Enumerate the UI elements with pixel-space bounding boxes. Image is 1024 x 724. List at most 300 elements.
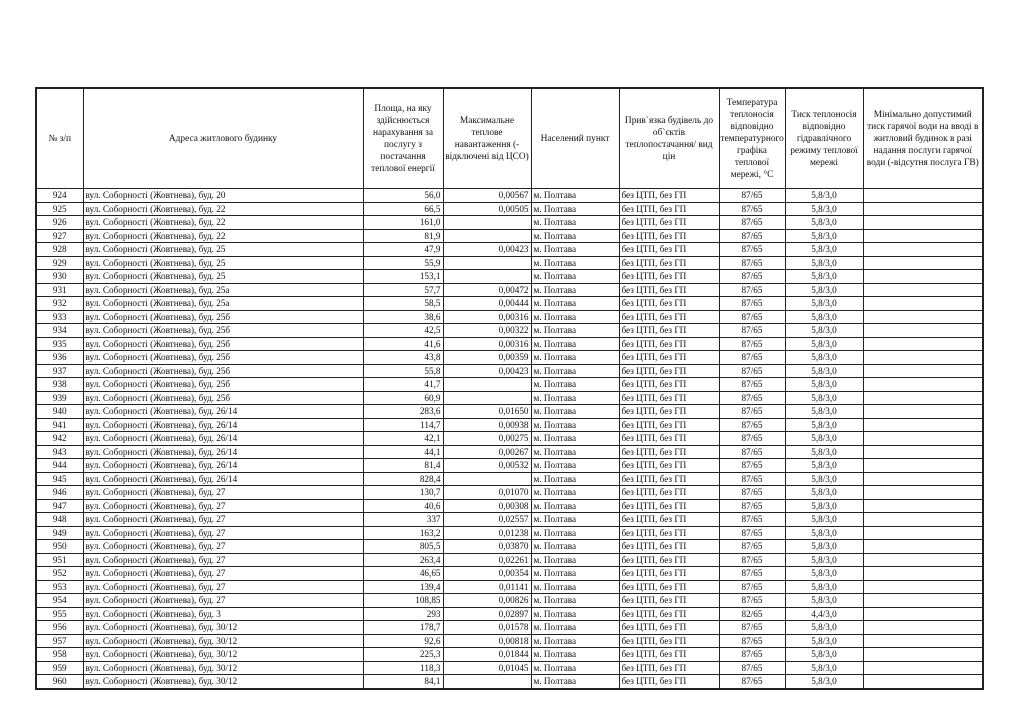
row-supply-link: без ЦТП, без ГП: [619, 540, 719, 554]
row-area: 42,5: [363, 324, 443, 338]
row-heat-load: [443, 675, 531, 689]
row-address: вул. Соборності (Жовтнева), буд. 27: [83, 540, 363, 554]
table-row: [36, 270, 983, 284]
row-area: 163,2: [363, 526, 443, 540]
row-min-pressure: [863, 297, 983, 311]
row-area: 139,4: [363, 580, 443, 594]
row-pressure: 5,8/3,0: [785, 648, 863, 662]
row-city: м. Полтава: [531, 567, 619, 581]
row-number: 935: [36, 337, 83, 351]
row-supply-link: без ЦТП, без ГП: [619, 513, 719, 527]
row-min-pressure: [863, 567, 983, 581]
row-supply-link: без ЦТП, без ГП: [619, 445, 719, 459]
table-row: [36, 661, 983, 675]
row-pressure: 5,8/3,0: [785, 405, 863, 419]
row-min-pressure: [863, 364, 983, 378]
row-city: м. Полтава: [531, 378, 619, 392]
row-number: 944: [36, 459, 83, 473]
row-number: 959: [36, 661, 83, 675]
row-temperature: 87/65: [719, 526, 785, 540]
row-pressure: 5,8/3,0: [785, 189, 863, 203]
row-pressure: 5,8/3,0: [785, 486, 863, 500]
row-supply-link: без ЦТП, без ГП: [619, 499, 719, 513]
row-city: м. Полтава: [531, 405, 619, 419]
row-temperature: 87/65: [719, 405, 785, 419]
table-row: [36, 459, 983, 473]
row-city: м. Полтава: [531, 526, 619, 540]
row-heat-load: 0,01045: [443, 661, 531, 675]
row-heat-load: [443, 472, 531, 486]
row-pressure: 5,8/3,0: [785, 351, 863, 365]
row-heat-load: 0,01844: [443, 648, 531, 662]
row-supply-link: без ЦТП, без ГП: [619, 526, 719, 540]
row-area: 40,6: [363, 499, 443, 513]
table-row: [36, 256, 983, 270]
row-min-pressure: [863, 553, 983, 567]
row-heat-load: 0,02897: [443, 607, 531, 621]
row-min-pressure: [863, 189, 983, 203]
row-pressure: 5,8/3,0: [785, 621, 863, 635]
row-pressure: 5,8/3,0: [785, 580, 863, 594]
row-pressure: 5,8/3,0: [785, 567, 863, 581]
row-heat-load: 0,01141: [443, 580, 531, 594]
row-heat-load: 0,00316: [443, 310, 531, 324]
row-temperature: 87/65: [719, 351, 785, 365]
table-row: [36, 445, 983, 459]
row-pressure: 5,8/3,0: [785, 229, 863, 243]
row-supply-link: без ЦТП, без ГП: [619, 472, 719, 486]
table-body: [36, 189, 983, 689]
row-heat-load: 0,00308: [443, 499, 531, 513]
row-min-pressure: [863, 405, 983, 419]
row-min-pressure: [863, 324, 983, 338]
table-row: [36, 472, 983, 486]
row-area: 81,9: [363, 229, 443, 243]
row-pressure: 5,8/3,0: [785, 553, 863, 567]
row-supply-link: без ЦТП, без ГП: [619, 486, 719, 500]
row-city: м. Полтава: [531, 445, 619, 459]
row-number: 924: [36, 189, 83, 203]
row-address: вул. Соборності (Жовтнева), буд. 26/14: [83, 432, 363, 446]
row-area: 57,7: [363, 283, 443, 297]
table-row: [36, 297, 983, 311]
row-city: м. Полтава: [531, 418, 619, 432]
row-supply-link: без ЦТП, без ГП: [619, 256, 719, 270]
row-pressure: 5,8/3,0: [785, 378, 863, 392]
table-row: [36, 526, 983, 540]
row-temperature: 87/65: [719, 634, 785, 648]
row-supply-link: без ЦТП, без ГП: [619, 324, 719, 338]
row-pressure: 5,8/3,0: [785, 337, 863, 351]
row-temperature: 87/65: [719, 364, 785, 378]
row-heat-load: [443, 216, 531, 230]
table-row: [36, 364, 983, 378]
row-min-pressure: [863, 229, 983, 243]
row-area: 44,1: [363, 445, 443, 459]
row-number: 930: [36, 270, 83, 284]
row-area: 81,4: [363, 459, 443, 473]
row-number: 925: [36, 202, 83, 216]
row-heat-load: 0,00567: [443, 189, 531, 203]
row-pressure: 5,8/3,0: [785, 270, 863, 284]
row-city: м. Полтава: [531, 283, 619, 297]
row-temperature: 87/65: [719, 472, 785, 486]
row-number: 941: [36, 418, 83, 432]
table-header: [36, 88, 983, 189]
row-number: 958: [36, 648, 83, 662]
row-pressure: 5,8/3,0: [785, 283, 863, 297]
row-area: 55,8: [363, 364, 443, 378]
row-number: 956: [36, 621, 83, 635]
row-temperature: 87/65: [719, 310, 785, 324]
table-row: [36, 432, 983, 446]
row-address: вул. Соборності (Жовтнева), буд. 25: [83, 270, 363, 284]
row-supply-link: без ЦТП, без ГП: [619, 675, 719, 689]
table-row: [36, 391, 983, 405]
row-address: вул. Соборності (Жовтнева), буд. 26/14: [83, 472, 363, 486]
table-row: [36, 378, 983, 392]
row-pressure: 5,8/3,0: [785, 310, 863, 324]
row-area: 92,6: [363, 634, 443, 648]
row-temperature: 87/65: [719, 256, 785, 270]
header-min-pressure: Мінімально допустимий тиск гарячої води на вводі в житловий будинок в разі надання послуги гарячої води (-відсутня послуга ГВ): [863, 88, 983, 189]
row-city: м. Полтава: [531, 310, 619, 324]
row-address: вул. Соборності (Жовтнева), буд. 22: [83, 202, 363, 216]
row-heat-load: 0,00423: [443, 364, 531, 378]
row-address: вул. Соборності (Жовтнева), буд. 27: [83, 594, 363, 608]
row-min-pressure: [863, 675, 983, 689]
row-area: 114,7: [363, 418, 443, 432]
row-heat-load: 0,00267: [443, 445, 531, 459]
table-row: [36, 243, 983, 257]
row-area: 805,5: [363, 540, 443, 554]
row-supply-link: без ЦТП, без ГП: [619, 351, 719, 365]
row-supply-link: без ЦТП, без ГП: [619, 378, 719, 392]
row-pressure: 5,8/3,0: [785, 661, 863, 675]
row-city: м. Полтава: [531, 675, 619, 689]
row-number: 933: [36, 310, 83, 324]
row-supply-link: без ЦТП, без ГП: [619, 621, 719, 635]
row-temperature: 87/65: [719, 378, 785, 392]
row-supply-link: без ЦТП, без ГП: [619, 297, 719, 311]
row-area: 161,0: [363, 216, 443, 230]
row-city: м. Полтава: [531, 391, 619, 405]
row-city: м. Полтава: [531, 607, 619, 621]
row-number: 955: [36, 607, 83, 621]
row-heat-load: [443, 229, 531, 243]
row-address: вул. Соборності (Жовтнева), буд. 22: [83, 216, 363, 230]
header-area: Площа, на яку здійснюється нарахування за послугу з постачання теплової енергії: [363, 88, 443, 189]
row-city: м. Полтава: [531, 337, 619, 351]
row-area: 225,3: [363, 648, 443, 662]
row-temperature: 87/65: [719, 432, 785, 446]
row-pressure: 5,8/3,0: [785, 418, 863, 432]
row-supply-link: без ЦТП, без ГП: [619, 459, 719, 473]
row-min-pressure: [863, 418, 983, 432]
row-pressure: 5,8/3,0: [785, 364, 863, 378]
header-num: № з/п: [36, 88, 83, 189]
row-supply-link: без ЦТП, без ГП: [619, 432, 719, 446]
row-pressure: 5,8/3,0: [785, 634, 863, 648]
row-heat-load: 0,00322: [443, 324, 531, 338]
row-heat-load: 0,01238: [443, 526, 531, 540]
table-row: [36, 324, 983, 338]
table-row: [36, 283, 983, 297]
row-address: вул. Соборності (Жовтнева), буд. 27: [83, 580, 363, 594]
row-area: 84,1: [363, 675, 443, 689]
row-area: 153,1: [363, 270, 443, 284]
row-city: м. Полтава: [531, 634, 619, 648]
row-address: вул. Соборності (Жовтнева), буд. 25б: [83, 324, 363, 338]
row-number: 928: [36, 243, 83, 257]
header-city: Населений пункт: [531, 88, 619, 189]
row-heat-load: 0,02261: [443, 553, 531, 567]
row-number: 940: [36, 405, 83, 419]
row-min-pressure: [863, 216, 983, 230]
row-area: 43,8: [363, 351, 443, 365]
row-pressure: 5,8/3,0: [785, 256, 863, 270]
row-min-pressure: [863, 499, 983, 513]
row-area: 293: [363, 607, 443, 621]
row-number: 947: [36, 499, 83, 513]
row-min-pressure: [863, 526, 983, 540]
row-number: 942: [36, 432, 83, 446]
row-supply-link: без ЦТП, без ГП: [619, 229, 719, 243]
row-address: вул. Соборності (Жовтнева), буд. 25б: [83, 364, 363, 378]
row-number: 953: [36, 580, 83, 594]
row-city: м. Полтава: [531, 270, 619, 284]
row-address: вул. Соборності (Жовтнева), буд. 30/12: [83, 634, 363, 648]
row-min-pressure: [863, 634, 983, 648]
row-supply-link: без ЦТП, без ГП: [619, 580, 719, 594]
row-area: 337: [363, 513, 443, 527]
row-number: 952: [36, 567, 83, 581]
row-address: вул. Соборності (Жовтнева), буд. 30/12: [83, 648, 363, 662]
row-number: 960: [36, 675, 83, 689]
row-address: вул. Соборності (Жовтнева), буд. 25б: [83, 378, 363, 392]
row-min-pressure: [863, 607, 983, 621]
row-city: м. Полтава: [531, 594, 619, 608]
row-heat-load: 0,00826: [443, 594, 531, 608]
row-area: 55,9: [363, 256, 443, 270]
table-row: [36, 216, 983, 230]
row-temperature: 87/65: [719, 337, 785, 351]
row-min-pressure: [863, 661, 983, 675]
row-city: м. Полтава: [531, 432, 619, 446]
row-pressure: 4,4/3,0: [785, 607, 863, 621]
table-row: [36, 607, 983, 621]
row-city: м. Полтава: [531, 324, 619, 338]
row-min-pressure: [863, 621, 983, 635]
row-city: м. Полтава: [531, 189, 619, 203]
row-pressure: 5,8/3,0: [785, 202, 863, 216]
row-number: 943: [36, 445, 83, 459]
row-temperature: 87/65: [719, 189, 785, 203]
row-temperature: 87/65: [719, 553, 785, 567]
row-number: 934: [36, 324, 83, 338]
row-address: вул. Соборності (Жовтнева), буд. 25а: [83, 283, 363, 297]
row-city: м. Полтава: [531, 621, 619, 635]
row-heat-load: 0,00818: [443, 634, 531, 648]
row-address: вул. Соборності (Жовтнева), буд. 30/12: [83, 621, 363, 635]
row-supply-link: без ЦТП, без ГП: [619, 648, 719, 662]
row-temperature: 87/65: [719, 621, 785, 635]
row-heat-load: 0,00472: [443, 283, 531, 297]
row-min-pressure: [863, 486, 983, 500]
row-heat-load: 0,01650: [443, 405, 531, 419]
row-address: вул. Соборності (Жовтнева), буд. 25б: [83, 310, 363, 324]
row-number: 929: [36, 256, 83, 270]
row-address: вул. Соборності (Жовтнева), буд. 25б: [83, 391, 363, 405]
row-area: 47,9: [363, 243, 443, 257]
row-supply-link: без ЦТП, без ГП: [619, 607, 719, 621]
row-heat-load: 0,00938: [443, 418, 531, 432]
row-address: вул. Соборності (Жовтнева), буд. 26/14: [83, 445, 363, 459]
row-area: 38,6: [363, 310, 443, 324]
row-address: вул. Соборності (Жовтнева), буд. 27: [83, 499, 363, 513]
row-heat-load: 0,00359: [443, 351, 531, 365]
table-row: [36, 486, 983, 500]
row-number: 954: [36, 594, 83, 608]
row-temperature: 87/65: [719, 270, 785, 284]
row-number: 946: [36, 486, 83, 500]
row-address: вул. Соборності (Жовтнева), буд. 25б: [83, 337, 363, 351]
row-pressure: 5,8/3,0: [785, 526, 863, 540]
row-city: м. Полтава: [531, 364, 619, 378]
row-min-pressure: [863, 648, 983, 662]
row-temperature: 87/65: [719, 661, 785, 675]
row-min-pressure: [863, 391, 983, 405]
table-row: [36, 594, 983, 608]
table-row: [36, 513, 983, 527]
heating-data-table: [35, 87, 984, 690]
row-area: 828,4: [363, 472, 443, 486]
table-row: [36, 405, 983, 419]
row-address: вул. Соборності (Жовтнева), буд. 27: [83, 526, 363, 540]
row-pressure: 5,8/3,0: [785, 594, 863, 608]
row-area: 130,7: [363, 486, 443, 500]
row-temperature: 82/65: [719, 607, 785, 621]
row-temperature: 87/65: [719, 567, 785, 581]
row-temperature: 87/65: [719, 513, 785, 527]
row-area: 60,9: [363, 391, 443, 405]
row-temperature: 87/65: [719, 594, 785, 608]
row-pressure: 5,8/3,0: [785, 472, 863, 486]
row-number: 937: [36, 364, 83, 378]
row-address: вул. Соборності (Жовтнева), буд. 27: [83, 553, 363, 567]
row-temperature: 87/65: [719, 418, 785, 432]
row-heat-load: 0,00505: [443, 202, 531, 216]
row-area: 41,6: [363, 337, 443, 351]
row-city: м. Полтава: [531, 486, 619, 500]
row-address: вул. Соборності (Жовтнева), буд. 30/12: [83, 661, 363, 675]
table-row: [36, 202, 983, 216]
table-row: [36, 621, 983, 635]
row-min-pressure: [863, 459, 983, 473]
row-area: 42,1: [363, 432, 443, 446]
row-pressure: 5,8/3,0: [785, 432, 863, 446]
row-supply-link: без ЦТП, без ГП: [619, 594, 719, 608]
row-number: 926: [36, 216, 83, 230]
row-supply-link: без ЦТП, без ГП: [619, 553, 719, 567]
row-temperature: 87/65: [719, 243, 785, 257]
row-supply-link: без ЦТП, без ГП: [619, 310, 719, 324]
row-address: вул. Соборності (Жовтнева), буд. 26/14: [83, 405, 363, 419]
row-city: м. Полтава: [531, 540, 619, 554]
row-number: 945: [36, 472, 83, 486]
row-pressure: 5,8/3,0: [785, 513, 863, 527]
row-supply-link: без ЦТП, без ГП: [619, 391, 719, 405]
row-temperature: 87/65: [719, 675, 785, 689]
row-heat-load: 0,00354: [443, 567, 531, 581]
row-min-pressure: [863, 594, 983, 608]
row-area: 66,5: [363, 202, 443, 216]
row-city: м. Полтава: [531, 256, 619, 270]
row-area: 46,65: [363, 567, 443, 581]
row-supply-link: без ЦТП, без ГП: [619, 364, 719, 378]
row-area: 41,7: [363, 378, 443, 392]
row-area: 58,5: [363, 297, 443, 311]
table-row: [36, 418, 983, 432]
row-heat-load: 0,00316: [443, 337, 531, 351]
row-number: 936: [36, 351, 83, 365]
row-pressure: 5,8/3,0: [785, 243, 863, 257]
row-temperature: 87/65: [719, 580, 785, 594]
row-address: вул. Соборності (Жовтнева), буд. 25: [83, 243, 363, 257]
row-pressure: 5,8/3,0: [785, 499, 863, 513]
row-supply-link: без ЦТП, без ГП: [619, 243, 719, 257]
row-min-pressure: [863, 351, 983, 365]
row-supply-link: без ЦТП, без ГП: [619, 337, 719, 351]
row-supply-link: без ЦТП, без ГП: [619, 270, 719, 284]
row-heat-load: 0,02557: [443, 513, 531, 527]
row-area: 263,4: [363, 553, 443, 567]
row-city: м. Полтава: [531, 472, 619, 486]
row-heat-load: 0,00275: [443, 432, 531, 446]
row-address: вул. Соборності (Жовтнева), буд. 27: [83, 486, 363, 500]
table-row: [36, 229, 983, 243]
row-address: вул. Соборності (Жовтнева), буд. 26/14: [83, 418, 363, 432]
row-number: 949: [36, 526, 83, 540]
table-row: [36, 310, 983, 324]
row-min-pressure: [863, 580, 983, 594]
row-pressure: 5,8/3,0: [785, 391, 863, 405]
row-number: 951: [36, 553, 83, 567]
row-pressure: 5,8/3,0: [785, 459, 863, 473]
row-city: м. Полтава: [531, 216, 619, 230]
table-row: [36, 553, 983, 567]
row-min-pressure: [863, 202, 983, 216]
row-pressure: 5,8/3,0: [785, 445, 863, 459]
row-area: 108,85: [363, 594, 443, 608]
row-address: вул. Соборності (Жовтнева), буд. 22: [83, 229, 363, 243]
header-pressure: Тиск теплоносія відповідно гідравлічного режиму теплової мережі: [785, 88, 863, 189]
row-supply-link: без ЦТП, без ГП: [619, 418, 719, 432]
row-number: 938: [36, 378, 83, 392]
row-address: вул. Соборності (Жовтнева), буд. 20: [83, 189, 363, 203]
row-city: м. Полтава: [531, 351, 619, 365]
row-address: вул. Соборності (Жовтнева), буд. 26/14: [83, 459, 363, 473]
row-pressure: 5,8/3,0: [785, 324, 863, 338]
table-row: [36, 499, 983, 513]
header-temp: Температура теплоносія відповідно температурного графіка теплової мережі, °С: [719, 88, 785, 189]
row-city: м. Полтава: [531, 297, 619, 311]
row-city: м. Полтава: [531, 229, 619, 243]
row-city: м. Полтава: [531, 499, 619, 513]
row-supply-link: без ЦТП, без ГП: [619, 661, 719, 675]
row-city: м. Полтава: [531, 648, 619, 662]
row-heat-load: 0,01070: [443, 486, 531, 500]
